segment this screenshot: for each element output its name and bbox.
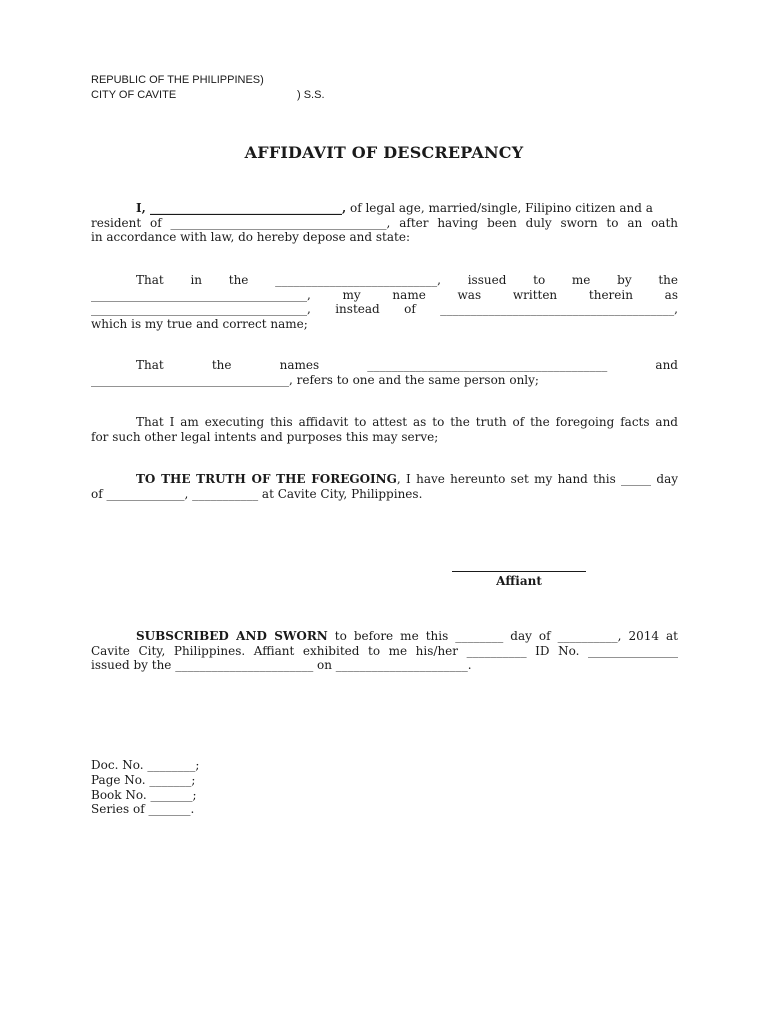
purpose-line-2: for such other legal intents and purposes this may serve; (91, 429, 439, 444)
intro-line-2: resident of ____________________________________, after having been duly sworn to an oath (91, 215, 678, 230)
venue-block (91, 73, 325, 102)
jurat-paragraph (91, 629, 678, 673)
notarial-register (91, 758, 199, 817)
discrepancy-line-2: ____________________________________, my name was written therein as (91, 287, 678, 302)
book-no: Book No. _______; (91, 787, 197, 802)
venue-ss: ) S.S. (297, 88, 325, 101)
discrepancy-line-1: That in the ___________________________, issued to me by the (136, 273, 678, 287)
intro-paragraph (91, 201, 678, 245)
names-paragraph (91, 358, 678, 387)
intro-lead: I, (136, 201, 146, 215)
purpose-line-1: That I am executing this affidavit to attest as to the truth of the foregoing facts and (136, 415, 678, 429)
venue-city: CITY OF CAVITE (91, 88, 177, 101)
truth-line-1 (91, 472, 678, 487)
jurat-bold: SUBSCRIBED AND SWORN (136, 629, 328, 643)
page-no: Page No. _______; (91, 772, 196, 787)
venue-city-row (91, 88, 325, 103)
intro-line-1 (91, 201, 678, 216)
truth-line-1-rest: , I have hereunto set my hand this _____ day (396, 472, 678, 486)
truth-bold: TO THE TRUTH OF THE FOREGOING (136, 472, 397, 486)
truth-paragraph (91, 472, 678, 501)
jurat-line-1-rest: to before me this ________ day of __________, 2014 at (327, 629, 678, 643)
affiant-signature (452, 562, 586, 589)
names-line-2: _________________________________, refers to one and the same person only; (91, 372, 539, 387)
purpose-paragraph (91, 415, 678, 444)
venue-republic: REPUBLIC OF THE PHILIPPINES) (91, 74, 264, 86)
discrepancy-paragraph (91, 273, 678, 331)
truth-line-2: of _____________, ___________ at Cavite City, Philippines. (91, 486, 423, 501)
affiant-label: Affiant (496, 574, 542, 588)
discrepancy-line-3: ____________________________________, instead of _______________________________________, (91, 302, 678, 316)
discrepancy-line-4: which is my true and correct name; (91, 316, 308, 331)
series-of: Series of _______. (91, 802, 195, 817)
doc-no: Doc. No. ________; (91, 758, 200, 772)
names-line-1: That the names ________________________________________ and (136, 358, 678, 372)
signature-line (452, 562, 586, 572)
intro-line-1-rest: of legal age, married/single, Filipino citizen and a (346, 201, 653, 215)
document-title: AFFIDAVIT OF DESCREPANCY (244, 143, 524, 162)
intro-name-blank: ________________________________, (145, 201, 347, 215)
intro-line-3: in accordance with law, do hereby depose and state: (91, 230, 410, 244)
jurat-line-2: Cavite City, Philippines. Affiant exhibited to me his/her __________ ID No. _______________ (91, 643, 678, 658)
jurat-line-1 (91, 629, 678, 644)
jurat-line-3: issued by the _______________________ on ______________________. (91, 658, 472, 672)
